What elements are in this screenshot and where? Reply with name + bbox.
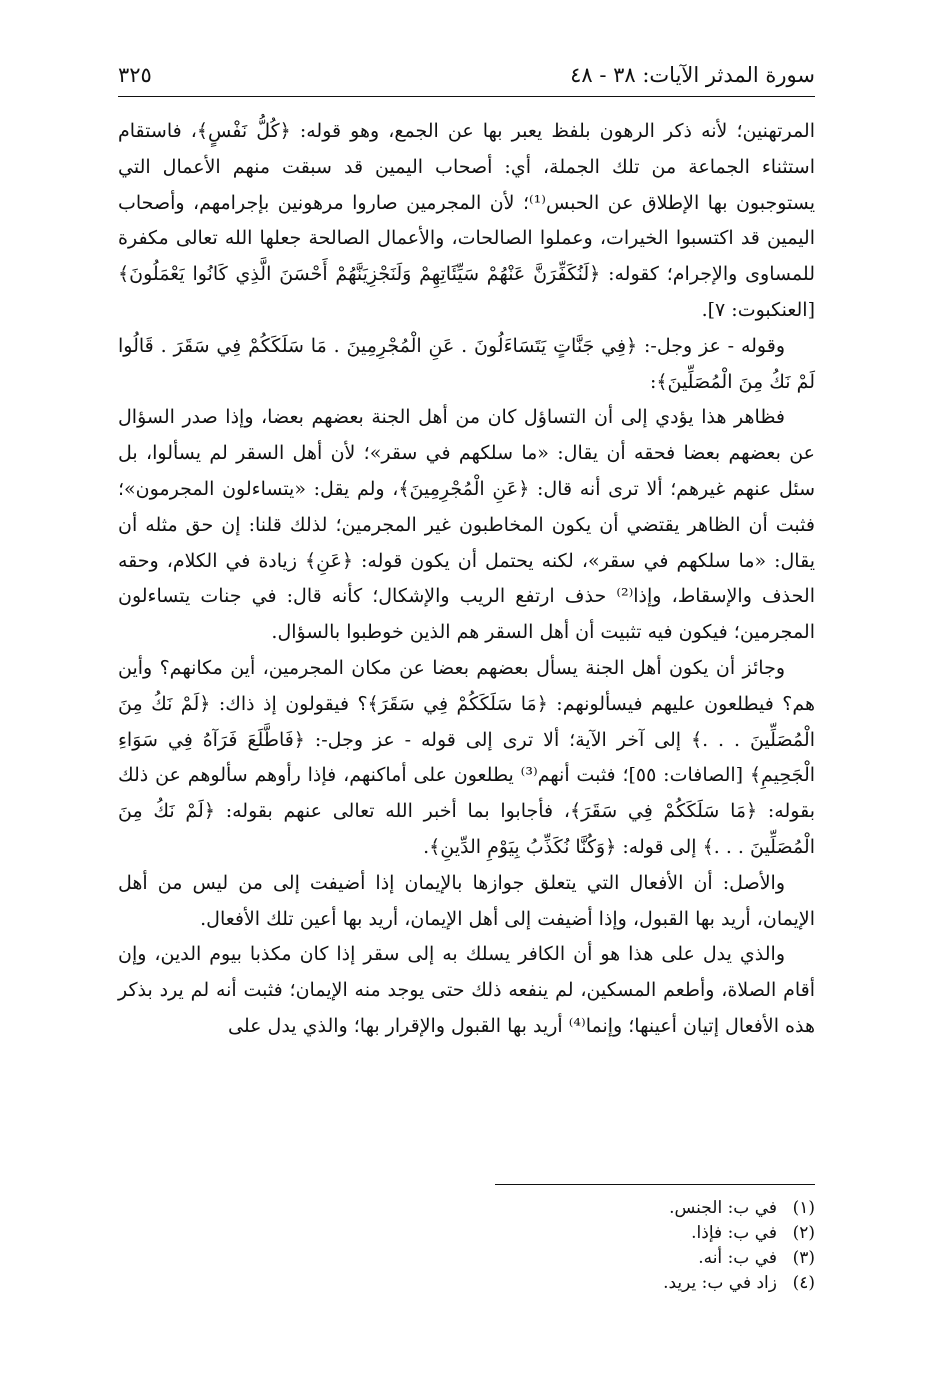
paragraph: وقوله - عز وجل-: ﴿فِي جَنَّاتٍ يَتَسَاءَلُونَ . عَنِ الْمُجْرِمِينَ . مَا سَلَكَكُمْ فِي سَقَرَ . قَالُوا لَمْ نَكُ مِنَ الْمُصَلِّينَ﴾: (118, 334, 815, 393)
footnote (118, 1196, 815, 1221)
footnote-number: (٤) (792, 1273, 815, 1293)
footnote (118, 1221, 815, 1246)
footnote-text: في ب: فإذا. (691, 1223, 777, 1243)
paragraph: وجائز أن يكون أهل الجنة يسأل بعضهم بعضا عن مكان المجرمين، أين مكانهم؟ وأين هم؟ فيطلعون عليهم فيسألونهم: ﴿مَا سَلَكَكُمْ فِي سَقَرَ﴾؟ فيقولون إذ ذاك: ﴿لَمْ نَكُ مِنَ الْمُصَلِّينَ . . .﴾ إلى آخر الآية؛ ألا ترى إلى قوله - عز وجل-: ﴿فَاطَّلَعَ فَرَآهُ فِي سَوَاءِ الْجَحِيمِ﴾ [الصافات: ٥٥]؛ فثبت أنهم⁽³⁾ يطلعون على أماكنهم، فإذا رأوهم سألوهم عن ذلك بقوله: ﴿مَا سَلَكَكُمْ فِي سَقَرَ﴾، فأجابوا بما أخبر الله تعالى عنهم بقوله: ﴿لَمْ نَكُ مِنَ الْمُصَلِّينَ . . .﴾ إلى قوله: ﴿وَكُنَّا نُكَذِّبُ بِيَوْمِ الدِّينِ﴾. (118, 656, 816, 858)
page-number: ٣٢٥ (118, 63, 152, 87)
paragraph: فظاهر هذا يؤدي إلى أن التساؤل كان من أهل الجنة بعضهم بعضا، وإذا صدر السؤال عن بعضهم بعضا فحقه أن يقال: «ما سلكهم في سقر»؛ لأن أهل السقر لم يسألوا، بل سئل عنهم غيرهم؛ ألا ترى أنه قال: ﴿عَنِ الْمُجْرِمِينَ﴾، ولم يقل: «يتساءلون المجرمون»؛ فثبت أن الظاهر يقتضي أن يكون المخاطبون غير المجرمين؛ لذلك قلنا: إن حق مثله أن يقال: «ما سلكهم في سقر»، لكنه يحتمل أن يكون قوله: ﴿عَنِ﴾ زيادة في الكلام، وحقه الحذف والإسقاط، وإذا⁽²⁾ حذف ارتفع الريب والإشكال؛ كأنه قال: في جنات يتساءلون المجرمين؛ فيكون فيه تثبيت أن أهل السقر هم الذين خوطبوا بالسؤال. (118, 406, 815, 644)
footnote (118, 1271, 815, 1296)
footnote-number: (٣) (792, 1248, 815, 1268)
surah-title: سورة المدثر الآيات: ٣٨ - ٤٨ (570, 63, 815, 87)
footnotes (118, 1196, 815, 1296)
footnote-number: (٢) (792, 1223, 815, 1243)
footnote-text: في ب: أنه. (698, 1248, 777, 1268)
paragraph: المرتهنين؛ لأنه ذكر الرهون بلفظ يعبر بها عن الجمع، وهو قوله: ﴿كُلُّ نَفْسٍ﴾، فاستقام استثناء الجماعة من تلك الجملة، أي: أصحاب اليمين قد سبقت منهم الأعمال التي يستوجبون بها الإطلاق عن الحبس⁽¹⁾؛ لأن المجرمين صاروا مرهونين بإجرامهم، وأصحاب اليمين قد اكتسبوا الخيرات، وعملوا الصالحات، والأعمال الصالحة جعلها الله تعالى مكفرة للمساوى والإجرام؛ كقوله: ﴿لَنُكَفِّرَنَّ عَنْهُمْ سَيِّئَاتِهِمْ وَلَنَجْزِيَنَّهُمْ أَحْسَنَ الَّذِي كَانُوا يَعْمَلُونَ﴾ [العنكبوت: ٧]. (118, 120, 815, 321)
running-header (118, 58, 815, 92)
footnote-divider (495, 1184, 815, 1185)
main-text (118, 114, 815, 1045)
footnote (118, 1246, 815, 1271)
header-divider (118, 96, 815, 97)
paragraph: والذي يدل على هذا هو أن الكافر يسلك به إلى سقر إذا كان مكذبا بيوم الدين، وإن أقام الصلاة، وأطعم المسكين، لم ينفعه ذلك حتى يوجد منه الإيمان؛ فثبت أنه لم يرد بذكر هذه الأفعال إتيان أعينها؛ وإنما⁽⁴⁾ أريد بها القبول والإقرار بها؛ والذي يدل على (118, 943, 815, 1037)
footnote-text: في ب: الجنس. (669, 1198, 777, 1218)
paragraph: والأصل: أن الأفعال التي يتعلق جوازها بالإيمان إذا أضيفت إلى من ليس من أهل الإيمان، أريد بها القبول، وإذا أضيفت إلى أهل الإيمان، أريد بها أعين تلك الأفعال. (118, 871, 815, 930)
footnote-number: (١) (792, 1198, 815, 1218)
footnote-text: زاد في ب: يريد. (663, 1273, 777, 1293)
